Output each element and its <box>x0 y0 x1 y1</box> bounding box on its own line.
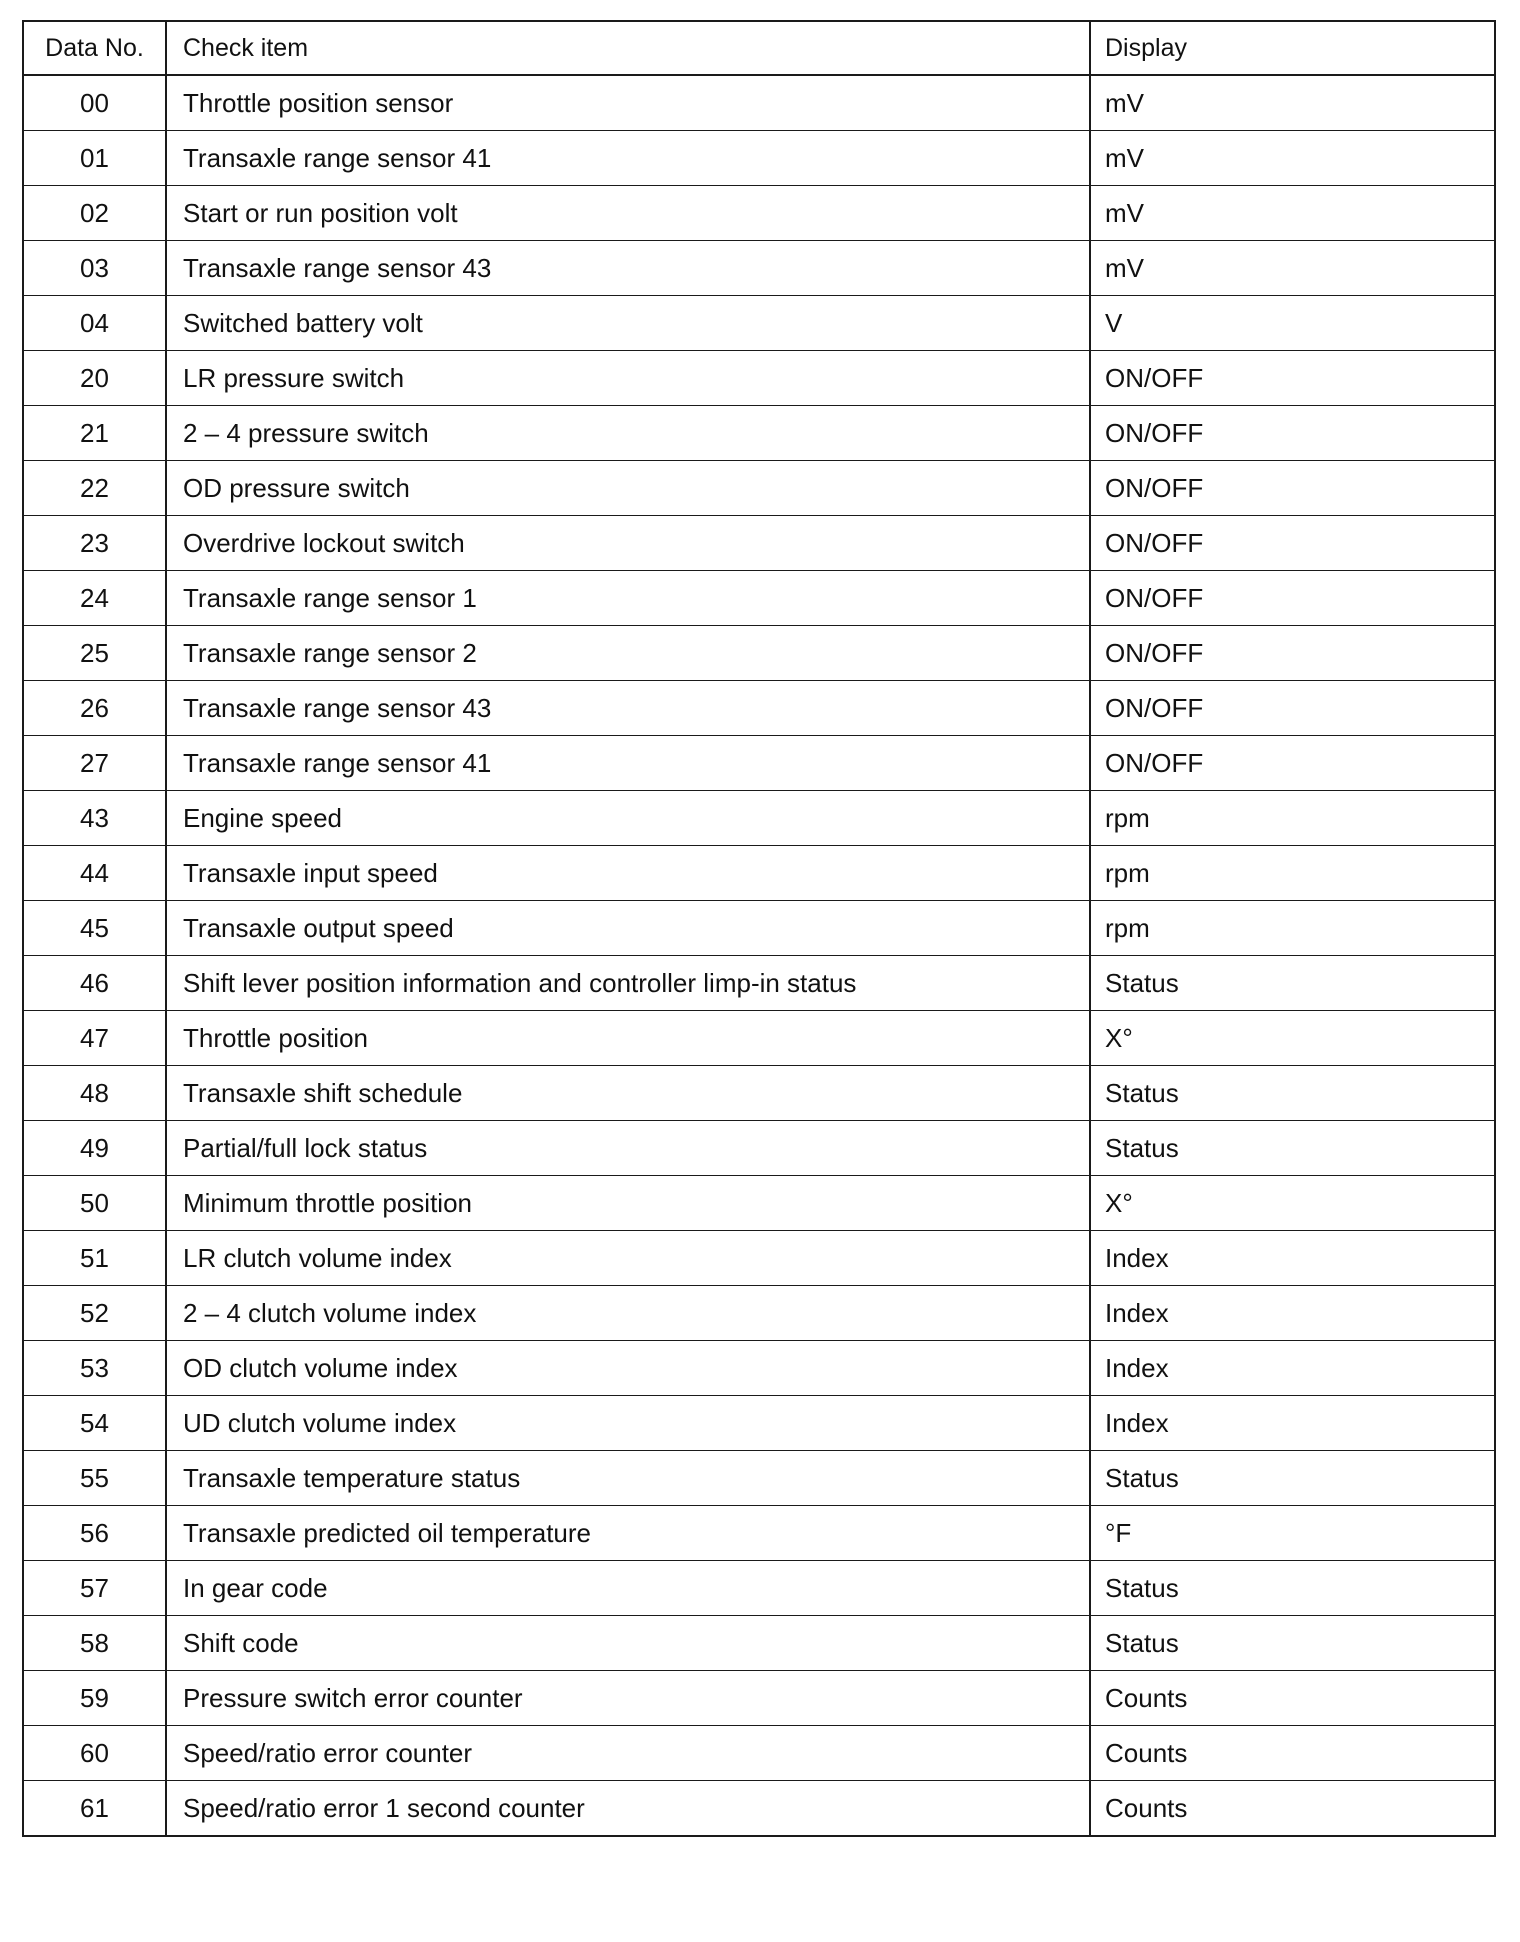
table-row <box>23 1011 1495 1066</box>
table-row <box>23 1176 1495 1231</box>
table-row <box>23 1561 1495 1616</box>
display-unit-cell: V <box>1090 296 1495 351</box>
display-unit-cell: mV <box>1090 186 1495 241</box>
check-item-cell: Partial/full lock status <box>166 1121 1090 1176</box>
data-list-sheet <box>22 20 1494 1837</box>
display-unit-cell: ON/OFF <box>1090 681 1495 736</box>
display-unit-cell: ON/OFF <box>1090 351 1495 406</box>
data-no-cell: 61 <box>23 1781 166 1837</box>
check-item-cell: Switched battery volt <box>166 296 1090 351</box>
display-unit-cell: mV <box>1090 75 1495 131</box>
display-unit-cell: rpm <box>1090 901 1495 956</box>
display-unit-cell: Index <box>1090 1286 1495 1341</box>
data-no-cell: 43 <box>23 791 166 846</box>
check-item-cell: Start or run position volt <box>166 186 1090 241</box>
table-row <box>23 75 1495 131</box>
data-no-cell: 45 <box>23 901 166 956</box>
header-data-no: Data No. <box>23 21 166 75</box>
table-row <box>23 736 1495 791</box>
check-item-cell: 2 – 4 clutch volume index <box>166 1286 1090 1341</box>
check-item-cell: Throttle position sensor <box>166 75 1090 131</box>
display-unit-cell: X° <box>1090 1011 1495 1066</box>
display-unit-cell: Counts <box>1090 1726 1495 1781</box>
header-row <box>23 21 1495 75</box>
check-item-cell: Overdrive lockout switch <box>166 516 1090 571</box>
data-no-cell: 21 <box>23 406 166 461</box>
table-row <box>23 1781 1495 1837</box>
data-no-cell: 26 <box>23 681 166 736</box>
data-no-cell: 27 <box>23 736 166 791</box>
table-row <box>23 241 1495 296</box>
check-item-cell: OD clutch volume index <box>166 1341 1090 1396</box>
header-display: Display <box>1090 21 1495 75</box>
data-no-cell: 47 <box>23 1011 166 1066</box>
check-item-cell: UD clutch volume index <box>166 1396 1090 1451</box>
check-item-cell: In gear code <box>166 1561 1090 1616</box>
table-row <box>23 1121 1495 1176</box>
table-row <box>23 571 1495 626</box>
display-unit-cell: rpm <box>1090 846 1495 901</box>
check-item-cell: Transaxle range sensor 43 <box>166 681 1090 736</box>
check-item-cell: Speed/ratio error 1 second counter <box>166 1781 1090 1837</box>
data-no-cell: 44 <box>23 846 166 901</box>
data-no-cell: 57 <box>23 1561 166 1616</box>
check-item-cell: Shift code <box>166 1616 1090 1671</box>
table-row <box>23 516 1495 571</box>
table-row <box>23 626 1495 681</box>
table-row <box>23 186 1495 241</box>
data-no-cell: 52 <box>23 1286 166 1341</box>
data-no-cell: 20 <box>23 351 166 406</box>
data-no-cell: 23 <box>23 516 166 571</box>
check-item-cell: Pressure switch error counter <box>166 1671 1090 1726</box>
table-row <box>23 406 1495 461</box>
data-no-cell: 50 <box>23 1176 166 1231</box>
data-no-cell: 49 <box>23 1121 166 1176</box>
table-row <box>23 461 1495 516</box>
display-unit-cell: Status <box>1090 1616 1495 1671</box>
display-unit-cell: Status <box>1090 1121 1495 1176</box>
check-item-cell: Engine speed <box>166 791 1090 846</box>
table-row <box>23 681 1495 736</box>
check-item-cell: Transaxle output speed <box>166 901 1090 956</box>
table-body <box>23 75 1495 1836</box>
table-row <box>23 791 1495 846</box>
check-item-cell: Transaxle range sensor 1 <box>166 571 1090 626</box>
data-no-cell: 58 <box>23 1616 166 1671</box>
data-no-cell: 24 <box>23 571 166 626</box>
check-item-cell: Shift lever position information and controller limp-in status <box>166 956 1090 1011</box>
display-unit-cell: Index <box>1090 1341 1495 1396</box>
check-item-cell: Transaxle range sensor 41 <box>166 736 1090 791</box>
table-row <box>23 901 1495 956</box>
check-item-cell: LR clutch volume index <box>166 1231 1090 1286</box>
data-no-cell: 04 <box>23 296 166 351</box>
check-item-cell: 2 – 4 pressure switch <box>166 406 1090 461</box>
check-item-cell: Throttle position <box>166 1011 1090 1066</box>
table-row <box>23 1066 1495 1121</box>
check-item-cell: Transaxle input speed <box>166 846 1090 901</box>
check-item-cell: Transaxle range sensor 41 <box>166 131 1090 186</box>
display-unit-cell: Status <box>1090 956 1495 1011</box>
data-no-cell: 22 <box>23 461 166 516</box>
display-unit-cell: Index <box>1090 1231 1495 1286</box>
data-no-cell: 48 <box>23 1066 166 1121</box>
table-row <box>23 1341 1495 1396</box>
display-unit-cell: ON/OFF <box>1090 461 1495 516</box>
table-row <box>23 131 1495 186</box>
data-no-cell: 03 <box>23 241 166 296</box>
display-unit-cell: mV <box>1090 131 1495 186</box>
data-no-cell: 59 <box>23 1671 166 1726</box>
data-no-cell: 53 <box>23 1341 166 1396</box>
table-row <box>23 1616 1495 1671</box>
data-no-cell: 02 <box>23 186 166 241</box>
display-unit-cell: ON/OFF <box>1090 571 1495 626</box>
data-no-cell: 51 <box>23 1231 166 1286</box>
table-row <box>23 1231 1495 1286</box>
display-unit-cell: Index <box>1090 1396 1495 1451</box>
display-unit-cell: rpm <box>1090 791 1495 846</box>
display-unit-cell: ON/OFF <box>1090 736 1495 791</box>
check-item-cell: Transaxle predicted oil temperature <box>166 1506 1090 1561</box>
display-unit-cell: Status <box>1090 1561 1495 1616</box>
check-item-cell: Transaxle range sensor 43 <box>166 241 1090 296</box>
check-item-cell: Transaxle range sensor 2 <box>166 626 1090 681</box>
check-item-cell: Minimum throttle position <box>166 1176 1090 1231</box>
data-no-cell: 60 <box>23 1726 166 1781</box>
table-row <box>23 296 1495 351</box>
data-no-cell: 01 <box>23 131 166 186</box>
display-unit-cell: Status <box>1090 1451 1495 1506</box>
check-item-cell: Transaxle temperature status <box>166 1451 1090 1506</box>
table-row <box>23 351 1495 406</box>
table-row <box>23 1286 1495 1341</box>
display-unit-cell: Counts <box>1090 1671 1495 1726</box>
data-no-cell: 54 <box>23 1396 166 1451</box>
display-unit-cell: X° <box>1090 1176 1495 1231</box>
data-no-cell: 55 <box>23 1451 166 1506</box>
display-unit-cell: Counts <box>1090 1781 1495 1837</box>
table-row <box>23 956 1495 1011</box>
check-item-cell: OD pressure switch <box>166 461 1090 516</box>
header-check-item: Check item <box>166 21 1090 75</box>
display-unit-cell: °F <box>1090 1506 1495 1561</box>
data-no-cell: 56 <box>23 1506 166 1561</box>
data-no-cell: 25 <box>23 626 166 681</box>
table-header <box>23 21 1495 75</box>
check-item-cell: Speed/ratio error counter <box>166 1726 1090 1781</box>
display-unit-cell: ON/OFF <box>1090 406 1495 461</box>
data-no-cell: 00 <box>23 75 166 131</box>
table-row <box>23 1506 1495 1561</box>
table-row <box>23 1451 1495 1506</box>
table-row <box>23 846 1495 901</box>
table-row <box>23 1671 1495 1726</box>
table-row <box>23 1726 1495 1781</box>
check-item-cell: LR pressure switch <box>166 351 1090 406</box>
display-unit-cell: ON/OFF <box>1090 516 1495 571</box>
check-item-cell: Transaxle shift schedule <box>166 1066 1090 1121</box>
data-no-cell: 46 <box>23 956 166 1011</box>
table-row <box>23 1396 1495 1451</box>
data-monitor-table <box>22 20 1496 1837</box>
display-unit-cell: mV <box>1090 241 1495 296</box>
display-unit-cell: ON/OFF <box>1090 626 1495 681</box>
display-unit-cell: Status <box>1090 1066 1495 1121</box>
